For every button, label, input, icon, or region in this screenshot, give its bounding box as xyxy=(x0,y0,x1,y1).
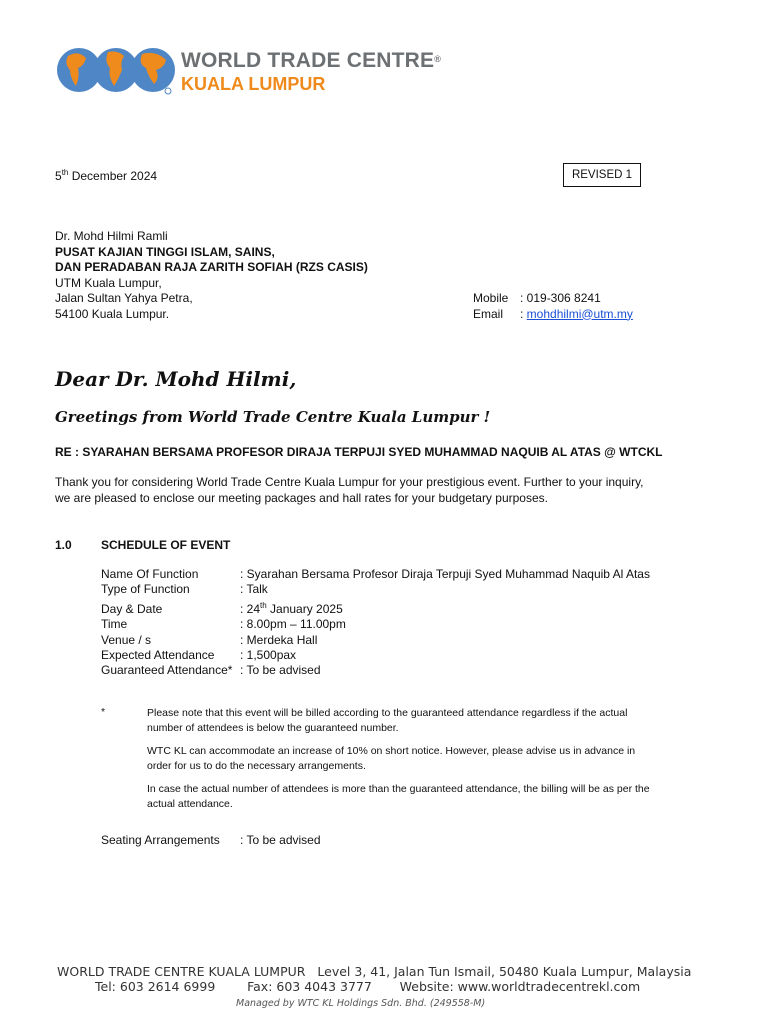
section-title: SCHEDULE OF EVENT xyxy=(101,538,231,552)
letter-date xyxy=(55,168,157,183)
schedule-value: : Talk xyxy=(240,582,268,597)
footer-website: Website: www.worldtradecentrekl.com xyxy=(399,979,641,994)
logo-title-text: WORLD TRADE CENTRE xyxy=(181,49,435,72)
schedule-value-prefix: : 24 xyxy=(240,601,261,616)
schedule-value: : To be advised xyxy=(240,663,321,678)
seating-value: : To be advised xyxy=(240,833,321,847)
recipient-org-line1: PUSAT KAJIAN TINGGI ISLAM, SAINS, xyxy=(55,244,275,259)
footer-contact-line xyxy=(95,979,640,994)
note-paragraph: In case the actual number of attendees is more than the guaranteed attendance, the billing will be as per the actual attendance. xyxy=(147,783,650,810)
date-suffix: th xyxy=(61,168,69,177)
schedule-value: : Syarahan Bersama Profesor Diraja Terpuji Syed Muhammad Naquib Al Atas xyxy=(240,567,650,581)
email-label: Email xyxy=(473,306,504,321)
registered-mark: ® xyxy=(434,54,442,64)
footer-tel: Tel: 603 2614 6999 xyxy=(95,979,216,994)
seating-row xyxy=(101,833,321,847)
mobile-label: Mobile xyxy=(473,291,509,305)
schedule-key: Expected Attendance xyxy=(101,648,215,663)
schedule-value: : Merdeka Hall xyxy=(240,632,318,647)
contact-block xyxy=(473,291,633,322)
section-number: 1.0 xyxy=(55,538,72,552)
note-paragraph: WTC KL can accommodate an increase of 10% on short notice. However, please advise us in advance in order for us to do the necessary arrangements. xyxy=(147,745,636,772)
wtc-globe-logo-icon xyxy=(56,42,176,98)
recipient-block xyxy=(55,229,368,322)
recipient-name: Dr. Mohd Hilmi Ramli xyxy=(55,229,168,243)
schedule-value: : 8.00pm – 11.00pm xyxy=(240,617,346,632)
schedule-row-type xyxy=(101,582,650,597)
seating-key: Seating Arrangements xyxy=(101,833,220,847)
schedule-key: Venue / s xyxy=(101,632,152,647)
notes-block xyxy=(147,706,657,820)
email-separator: : xyxy=(520,306,527,321)
logo-subtitle: KUALA LUMPUR xyxy=(181,74,326,94)
email-link[interactable]: mohdhilmi@utm.my xyxy=(526,306,633,321)
date-rest: December 2024 xyxy=(68,169,158,183)
recipient-address-line2: Jalan Sultan Yahya Petra, xyxy=(55,291,193,305)
recipient-address-line3: 54100 Kuala Lumpur. xyxy=(55,306,170,321)
revision-badge: REVISED 1 xyxy=(563,163,641,187)
schedule-row-name xyxy=(101,567,650,582)
schedule-table xyxy=(101,567,650,679)
schedule-value-suffix: January 2025 xyxy=(266,601,343,616)
mobile-value: : 019-306 8241 xyxy=(520,291,601,305)
schedule-row-date xyxy=(101,598,650,617)
recipient-org-line2: DAN PERADABAN RAJA ZARITH SOFIAH (RZS CASIS) xyxy=(55,260,368,274)
schedule-row-expected xyxy=(101,648,650,663)
schedule-row-venue xyxy=(101,633,650,648)
footer-address: Level 3, 41, Jalan Tun Ismail, 50480 Kuala Lumpur, Malaysia xyxy=(317,964,692,979)
schedule-key: Name Of Function xyxy=(101,567,199,581)
schedule-key: Type of Function xyxy=(101,582,190,597)
date-day: 5 xyxy=(55,169,62,183)
footer-address-line xyxy=(57,964,691,979)
schedule-key: Time xyxy=(101,617,128,632)
schedule-value-sup: th xyxy=(260,600,267,610)
salutation: Dear Dr. Mohd Hilmi, xyxy=(55,367,297,391)
logo-title xyxy=(181,50,441,72)
schedule-key: Guaranteed Attendance* xyxy=(101,663,233,678)
footer-company: WORLD TRADE CENTRE KUALA LUMPUR xyxy=(57,964,306,979)
schedule-value: : 1,500pax xyxy=(240,648,297,663)
intro-paragraph: Thank you for considering World Trade Centre Kuala Lumpur for your prestigious event. Further to your inquiry, we are pleased to enclose our meeting packages and hall rates for your budgetary purposes. xyxy=(55,475,644,505)
footer-fax: Fax: 603 4043 3777 xyxy=(247,979,372,994)
contact-mobile-row xyxy=(473,291,633,307)
note-marker: * xyxy=(101,706,106,718)
schedule-row-time xyxy=(101,617,650,632)
recipient-address-line1: UTM Kuala Lumpur, xyxy=(55,275,162,290)
contact-email-row xyxy=(473,307,633,323)
note-paragraph: Please note that this event will be billed according to the guaranteed attendance regardless if the actual number of attendees is below the guaranteed number. xyxy=(147,707,628,734)
schedule-row-guaranteed xyxy=(101,663,650,678)
greeting: Greetings from World Trade Centre Kuala Lumpur ! xyxy=(55,408,491,426)
footer-managed-by: Managed by WTC KL Holdings Sdn. Bhd. (249558-M) xyxy=(236,998,486,1009)
schedule-key: Day & Date xyxy=(101,601,163,616)
subject-line: RE : SYARAHAN BERSAMA PROFESOR DIRAJA TERPUJI SYED MUHAMMAD NAQUIB AL ATAS @ WTCKL xyxy=(55,445,663,459)
